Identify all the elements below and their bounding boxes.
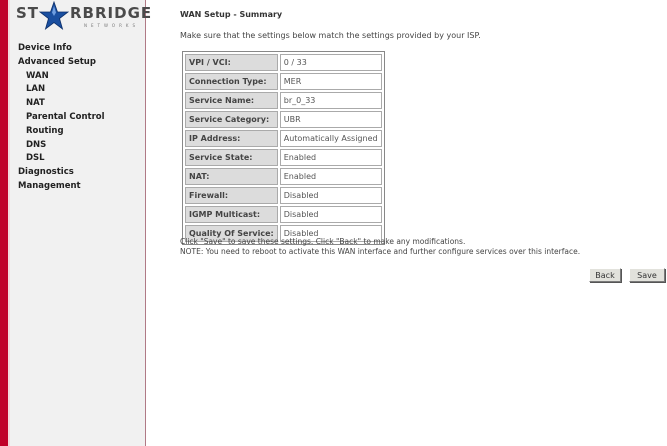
note-line-save-back: Click "Save" to save these settings. Click "Back" to make any modifications. (180, 237, 466, 246)
sidebar-nav (18, 42, 105, 194)
row-label: Connection Type: (185, 73, 278, 90)
row-label: NAT: (185, 168, 278, 185)
sidebar (10, 0, 153, 446)
table-row (185, 130, 382, 147)
intro-text: Make sure that the settings below match the settings provided by your ISP. (180, 31, 481, 40)
row-label: Firewall: (185, 187, 278, 204)
table-row (185, 187, 382, 204)
row-label: IP Address: (185, 130, 278, 147)
brand-stripe (0, 0, 8, 446)
row-value: Disabled (280, 206, 382, 223)
row-value: Disabled (280, 225, 382, 242)
logo-text-right: RBRIDGE (70, 4, 153, 22)
sidebar-item-diagnostics[interactable]: Diagnostics (18, 167, 74, 178)
row-value: Enabled (280, 149, 382, 166)
table-row (185, 73, 382, 90)
sidebar-item-management[interactable]: Management (18, 180, 81, 191)
row-value: br_0_33 (280, 92, 382, 109)
table-row (185, 54, 382, 71)
row-label: Quality Of Service: (185, 225, 278, 242)
row-label: Service State: (185, 149, 278, 166)
sidebar-item-wan[interactable]: WAN (26, 70, 49, 81)
table-row (185, 111, 382, 128)
star-logo-icon (39, 1, 69, 31)
row-value: Enabled (280, 168, 382, 185)
save-button[interactable]: Save (629, 268, 665, 282)
logo-text-left: ST (16, 4, 40, 22)
sidebar-item-advanced-setup[interactable]: Advanced Setup (18, 56, 96, 67)
sidebar-item-lan[interactable]: LAN (26, 84, 46, 95)
sidebar-item-parental-control[interactable]: Parental Control (26, 111, 105, 122)
sidebar-item-dns[interactable]: DNS (26, 139, 47, 150)
row-label: Service Name: (185, 92, 278, 109)
row-label: IGMP Multicast: (185, 206, 278, 223)
wan-summary-table (182, 51, 385, 245)
row-value: Automatically Assigned (280, 130, 382, 147)
table-row (185, 168, 382, 185)
sidebar-item-dsl[interactable]: DSL (26, 153, 45, 164)
row-label: VPI / VCI: (185, 54, 278, 71)
table-row (185, 149, 382, 166)
logo (12, 2, 153, 34)
back-button[interactable]: Back (589, 268, 621, 282)
row-value: UBR (280, 111, 382, 128)
row-value: MER (280, 73, 382, 90)
table-row (185, 92, 382, 109)
instructions-note (180, 237, 580, 256)
row-label: Service Category: (185, 111, 278, 128)
row-value: 0 / 33 (280, 54, 382, 71)
page-title: WAN Setup - Summary (180, 10, 283, 19)
sidebar-item-routing[interactable]: Routing (26, 125, 64, 136)
logo-subtext: NETWORKS (84, 23, 140, 28)
table-row (185, 206, 382, 223)
note-line-reboot: NOTE: You need to reboot to activate this WAN interface and further configure services over this interface. (180, 246, 581, 256)
row-value: Disabled (280, 187, 382, 204)
sidebar-item-nat[interactable]: NAT (26, 98, 45, 109)
sidebar-item-device-info[interactable]: Device Info (18, 43, 72, 53)
